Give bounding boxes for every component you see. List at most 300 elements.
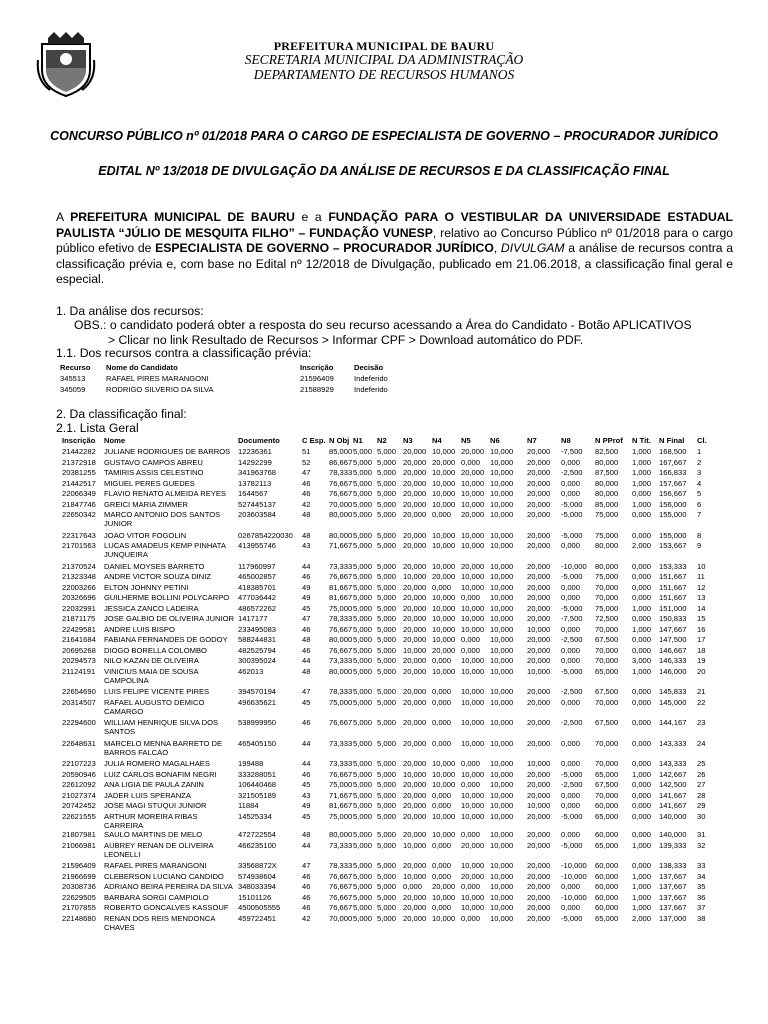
cell-n3: 20,000: [403, 892, 427, 902]
cell-n7: 20,000: [527, 603, 551, 613]
cell-classificacao: 6: [697, 499, 702, 509]
table-row: [62, 500, 717, 511]
cell-n8: -5,000: [561, 666, 583, 676]
cell-n1: 5,000: [353, 840, 373, 850]
cell-n2: 5,000: [377, 478, 397, 488]
cell-n5: 10,000: [461, 861, 485, 871]
cell-n6: 10,000: [490, 780, 514, 789]
cell-n7: 20,000: [527, 447, 551, 456]
cell-n-tit: 0,000: [632, 510, 652, 519]
cell-n6: 10,000: [490, 871, 514, 881]
table-row: [62, 479, 717, 490]
table-row: [62, 572, 717, 583]
cell-n4: 10,000: [432, 489, 456, 498]
cell-n-tit: 1,000: [632, 624, 652, 634]
cell-inscricao: 20381255: [62, 468, 96, 477]
cell-inscricao: 22032991: [62, 603, 96, 613]
cell-n7: 20,000: [527, 510, 551, 519]
cell-n5: 10,000: [461, 790, 485, 800]
cell-n6: 10,000: [490, 457, 514, 467]
cell-n-final: 147,667: [659, 624, 687, 634]
table-row: [62, 903, 717, 914]
cell-n-final: 140,000: [659, 811, 687, 821]
cell-n1: 5,000: [353, 468, 373, 477]
cell-n7: 20,000: [527, 738, 551, 748]
cell-n8: 0,000: [561, 790, 581, 800]
cell-n1: 5,000: [353, 811, 373, 821]
cell-n2: 5,000: [377, 718, 397, 727]
cell-nome: JESSICA ZANCO LADEIRA: [104, 603, 199, 613]
table-row: [62, 510, 717, 531]
cell-n2: 5,000: [377, 801, 397, 810]
cell-c-esp: 42: [302, 913, 311, 923]
cell-n5: 20,000: [461, 840, 485, 850]
cell-n6: 10,000: [490, 510, 514, 519]
cell-n6: 10,000: [490, 666, 514, 676]
cell-inscricao: 21807981: [62, 830, 96, 840]
cell-documento: 14292299: [238, 457, 272, 467]
cell-n2: 5,000: [377, 530, 397, 540]
cell-n-pprof: 60,000: [595, 830, 619, 840]
cell-n-final: 137,000: [659, 913, 687, 923]
cell-n1: 5,000: [353, 656, 373, 665]
intro-fundacao: FUNDAÇÃO PARA O VESTIBULAR DA UNIVERSIDADE ESTADUAL PAULISTA “JÚLIO DE MESQUITA FILHO” – FUNDAÇÃO VUNESP: [56, 210, 733, 240]
cell-n6: 10,000: [490, 593, 514, 602]
cell-n-pprof: 75,000: [595, 530, 619, 540]
cell-c-esp: 47: [302, 861, 311, 871]
cell-n6: 10,000: [490, 530, 514, 540]
cell-n-obj: 76,667: [329, 478, 353, 488]
cell-nome: GREICI MARIA ZIMMER: [104, 499, 188, 509]
cell-n-obj: 76,667: [329, 572, 353, 581]
cell-n-obj: 76,667: [329, 624, 353, 634]
cell-nome: FLAVIO RENATO ALMEIDA REYES: [104, 489, 226, 498]
cell-n-tit: 2,000: [632, 541, 652, 550]
cell-documento: 486572262: [238, 603, 277, 613]
table-row: [62, 635, 717, 646]
cell-n-pprof: 65,000: [595, 666, 619, 676]
cell-n5: 10,000: [461, 572, 485, 581]
cell-n-obj: 76,667: [329, 903, 353, 913]
cell-c-esp: 46: [302, 572, 311, 581]
cell-n5: 10,000: [461, 811, 485, 821]
cell-n8: 0,000: [561, 645, 581, 655]
cell-n-pprof: 67,500: [595, 718, 619, 727]
cell-n-final: 151,667: [659, 572, 687, 581]
cell-n-pprof: 65,000: [595, 840, 619, 850]
cell-n-pprof: 60,000: [595, 892, 619, 902]
table-row: [62, 830, 717, 841]
cell-n5: 10,000: [461, 769, 485, 779]
table-row: [62, 614, 717, 625]
table-row: [62, 687, 717, 698]
cell-n4: 10,000: [432, 892, 456, 902]
cell-classificacao: 28: [697, 790, 706, 800]
table-row: [62, 468, 717, 479]
cell-n4: 0,000: [432, 687, 452, 696]
cell-n4: 0,000: [432, 718, 452, 727]
cell-inscricao: 20326696: [62, 593, 96, 602]
cell-n-tit: 0,000: [632, 718, 652, 727]
cell-n1: 5,000: [353, 614, 373, 623]
cell-n-tit: 2,000: [632, 913, 652, 923]
cell-n6: 10,000: [490, 582, 514, 592]
cell-n3: 20,000: [403, 903, 427, 913]
cell-n5: 10,000: [461, 541, 485, 550]
cell-n-tit: 0,000: [632, 582, 652, 592]
cell-n1: 5,000: [353, 882, 373, 892]
cell-n2: 5,000: [377, 499, 397, 509]
cell-n-pprof: 60,000: [595, 861, 619, 871]
cell-n-pprof: 75,000: [595, 510, 619, 519]
cell-n7: 20,000: [527, 468, 551, 477]
cell-n6: 10,000: [490, 687, 514, 696]
cell-n-final: 141,667: [659, 801, 687, 810]
cell-n5: 10,000: [461, 624, 485, 634]
cell-n8: 0,000: [561, 697, 581, 707]
cell-n1: 5,000: [353, 913, 373, 923]
cell-nome: ANA LIGIA DE PAULA ZANIN: [104, 780, 204, 789]
cell-n-final: 137,667: [659, 871, 687, 881]
cell-classificacao: 1: [697, 447, 702, 456]
cell-documento: 300395024: [238, 656, 277, 665]
cell-n-tit: 1,000: [632, 468, 652, 477]
cell-n4: 20,000: [432, 645, 456, 655]
cell-n7: 20,000: [527, 780, 551, 789]
cell-inscricao: 21124191: [62, 666, 96, 676]
cell-documento: 413955746: [238, 541, 277, 550]
cell-n4: 0,000: [432, 582, 452, 592]
cell-n-obj: 80,000: [329, 830, 353, 840]
cell-classificacao: 5: [697, 489, 702, 498]
cell-n5: 10,000: [461, 656, 485, 665]
cell-n-pprof: 70,000: [595, 593, 619, 602]
intro-prefeitura: PREFEITURA MUNICIPAL DE BAURU: [70, 210, 295, 224]
cell-n-obj: 78,333: [329, 861, 353, 871]
cell-documento: 0267854220030: [238, 530, 293, 540]
cell-classificacao: 7: [697, 510, 702, 519]
cell-n-final: 147,500: [659, 635, 687, 644]
cell-n-pprof: 67,500: [595, 687, 619, 696]
cell-n-final: 141,667: [659, 790, 687, 800]
cell-n-obj: 70,000: [329, 913, 353, 923]
cell-n-pprof: 60,000: [595, 801, 619, 810]
table-row: [62, 489, 717, 500]
cell-n2: 5,000: [377, 624, 397, 634]
table-row: [62, 541, 717, 562]
table-row: [62, 812, 717, 831]
cell-n2: 5,000: [377, 882, 397, 892]
cell-n2: 5,000: [377, 656, 397, 665]
cell-documento: 1417177: [238, 614, 268, 623]
cell-n8: -2,500: [561, 687, 583, 696]
cell-c-esp: 49: [302, 593, 311, 602]
cell-n1: 5,000: [353, 572, 373, 581]
cell-n-pprof: 70,000: [595, 790, 619, 800]
cell-n4: 10,000: [432, 593, 456, 602]
cell-documento: 588244831: [238, 635, 277, 644]
cell-documento: 333288051: [238, 769, 277, 779]
cell-n4: 10,000: [432, 447, 456, 456]
cell-n-pprof: 80,000: [595, 478, 619, 488]
cell-n1: 5,000: [353, 457, 373, 467]
cell-n7: 20,000: [527, 903, 551, 913]
col-n2: N2: [377, 436, 387, 445]
table-row: [62, 562, 717, 573]
cell-n4: 0,000: [432, 801, 452, 810]
cell-n-tit: 0,000: [632, 561, 652, 571]
cell-nome: AUBREY RENAN DE OLIVEIRA LEONELLI: [104, 840, 214, 860]
col-n1: N1: [353, 436, 363, 445]
cell-n8: 0,000: [561, 457, 581, 467]
table-row: [62, 604, 717, 615]
cell-n2: 5,000: [377, 468, 397, 477]
cell-n8: -5,000: [561, 572, 583, 581]
cell-c-esp: 44: [302, 738, 311, 748]
col-classificacao: Cl.: [697, 436, 707, 445]
cell-n3: 20,000: [403, 861, 427, 871]
cell-nome: BARBARA SORGI CAMPIOLO: [104, 892, 209, 902]
table-row: [62, 739, 717, 760]
cell-n1: 5,000: [353, 892, 373, 902]
cell-n-obj: 73,333: [329, 840, 353, 850]
cell-n8: 0,000: [561, 593, 581, 602]
cell-n-tit: 0,000: [632, 645, 652, 655]
cell-n-tit: 0,000: [632, 635, 652, 644]
table-row: [62, 698, 717, 719]
cell-n4: 10,000: [432, 624, 456, 634]
cell-nome: JADER LUIS SPERANZA: [104, 790, 191, 800]
cell-n2: 5,000: [377, 830, 397, 840]
cell-n8: -2,500: [561, 780, 583, 789]
cell-n1: 5,000: [353, 510, 373, 519]
cell-n-pprof: 82,500: [595, 447, 619, 456]
cell-n6: 10,000: [490, 697, 514, 707]
cell-n-tit: 0,000: [632, 614, 652, 623]
cell-classificacao: 19: [697, 656, 706, 665]
cell-n4: 10,000: [432, 530, 456, 540]
cell-c-esp: 48: [302, 530, 311, 540]
cell-n-pprof: 67,500: [595, 635, 619, 644]
cell-classificacao: 17: [697, 635, 706, 644]
cell-n1: 5,000: [353, 582, 373, 592]
cell-documento: 199488: [238, 759, 264, 768]
cell-classificacao: 4: [697, 478, 702, 488]
cell-n1: 5,000: [353, 541, 373, 550]
cell-classificacao: 8: [697, 530, 702, 540]
cell-n4: 20,000: [432, 457, 456, 467]
col-nome: Nome: [104, 436, 126, 445]
col-n4: N4: [432, 436, 442, 445]
cell-n5: 10,000: [461, 666, 485, 676]
cell-n-pprof: 80,000: [595, 561, 619, 571]
cell-n8: -2,500: [561, 635, 583, 644]
cell-n7: 20,000: [527, 769, 551, 779]
cell-classificacao: 22: [697, 697, 706, 707]
cell-n1: 5,000: [353, 666, 373, 676]
cell-n6: 10,000: [490, 840, 514, 850]
cell-n3: 10,000: [403, 572, 427, 581]
cell-classificacao: 21: [697, 687, 706, 696]
cell-n4: 10,000: [432, 913, 456, 923]
cell-n8: 0,000: [561, 582, 581, 592]
cell-c-esp: 46: [302, 645, 311, 655]
cell-n7: 20,000: [527, 457, 551, 467]
cell-n-final: 153,333: [659, 561, 687, 571]
cell-n4: 10,000: [432, 603, 456, 613]
col-n-pprof: N PProf: [595, 436, 623, 445]
cell-n4: 10,000: [432, 830, 456, 840]
cell-n-tit: 0,000: [632, 780, 652, 789]
cell-nome: JOAO VITOR FOGOLIN: [104, 530, 187, 540]
cell-n7: 20,000: [527, 811, 551, 821]
cell-documento: 459722451: [238, 913, 277, 923]
cell-n7: 20,000: [527, 913, 551, 923]
table-row: [62, 801, 717, 812]
cell-n7: 20,000: [527, 718, 551, 727]
cell-classificacao: 31: [697, 830, 706, 840]
cell-documento: 574938604: [238, 871, 277, 881]
cell-n-pprof: 72,500: [595, 614, 619, 623]
cell-n3: 20,000: [403, 468, 427, 477]
cell-n8: 0,000: [561, 541, 581, 550]
table-row: [62, 791, 717, 802]
cell-n5: 0,000: [461, 593, 481, 602]
table-row: [62, 593, 717, 604]
cell-classificacao: 27: [697, 780, 706, 789]
cell-documento: 4500505555: [238, 903, 281, 913]
cell-n-obj: 76,667: [329, 882, 353, 892]
cell-n-final: 150,833: [659, 614, 687, 623]
cell-n-tit: 1,000: [632, 666, 652, 676]
cell-nome: GUILHERME BOLLINI POLYCARPO: [104, 593, 230, 602]
cell-n1: 5,000: [353, 645, 373, 655]
cell-n-tit: 0,000: [632, 738, 652, 748]
cell-n3: 20,000: [403, 582, 427, 592]
cell-n4: 10,000: [432, 541, 456, 550]
cell-c-esp: 46: [302, 489, 311, 498]
col-n3: N3: [403, 436, 413, 445]
cell-n-pprof: 70,000: [595, 697, 619, 707]
cell-n2: 5,000: [377, 759, 397, 768]
cell-n3: 20,000: [403, 624, 427, 634]
cell-n5: 10,000: [461, 697, 485, 707]
cell-n-tit: 0,000: [632, 687, 652, 696]
cell-n5: 10,000: [461, 478, 485, 488]
cell-documento: 321505189: [238, 790, 277, 800]
col-n7: N7: [527, 436, 537, 445]
cell-n2: 5,000: [377, 561, 397, 571]
cell-classificacao: 20: [697, 666, 706, 676]
cell-n4: 10,000: [432, 780, 456, 789]
cell-n1: 5,000: [353, 697, 373, 707]
cell-documento: 394570194: [238, 687, 277, 696]
cell-n-obj: 76,667: [329, 871, 353, 881]
cell-n-tit: 0,000: [632, 489, 652, 498]
cell-n6: 10,000: [490, 499, 514, 509]
cell-n8: 0,000: [561, 624, 581, 634]
intro-divulgam: DIVULGAM: [500, 241, 565, 255]
cell-c-esp: 49: [302, 801, 311, 810]
cell-n-pprof: 70,000: [595, 738, 619, 748]
table-row: [62, 625, 717, 636]
cell-n-final: 157,667: [659, 478, 687, 488]
cell-n6: 10,000: [490, 892, 514, 902]
cell-n4: 10,000: [432, 811, 456, 821]
cell-documento: 12236361: [238, 447, 272, 456]
cell-n5: 10,000: [461, 718, 485, 727]
cell-nome: ARTHUR MOREIRA RIBAS CARREIRA: [104, 811, 198, 830]
cell-n6: 10,000: [490, 790, 514, 800]
cell-n-pprof: 80,000: [595, 457, 619, 467]
cell-n8: -5,000: [561, 913, 583, 923]
cell-n8: -5,000: [561, 510, 583, 519]
cell-n5: 10,000: [461, 738, 485, 748]
cell-classificacao: 12: [697, 582, 706, 592]
cell-recurso: 345513: [60, 374, 86, 383]
cell-n5: 10,000: [461, 530, 485, 540]
cell-n2: 5,000: [377, 840, 397, 850]
cell-documento: 496635621: [238, 697, 277, 707]
cell-n-tit: 0,000: [632, 572, 652, 581]
cell-n7: 20,000: [527, 489, 551, 498]
cell-inscricao: 21871175: [62, 614, 96, 623]
cell-nome: RAFAEL AUGUSTO DEMICO CAMARGO: [104, 697, 205, 716]
cell-n5: 20,000: [461, 468, 485, 477]
section-2-1-heading: 2.1. Lista Geral: [56, 421, 139, 435]
cell-nome: MIGUEL PERES GUEDES: [104, 478, 195, 488]
cell-n2: 5,000: [377, 769, 397, 779]
cell-n6: 10,000: [490, 882, 514, 892]
cell-n1: 5,000: [353, 593, 373, 602]
cell-nome: JOSE GALBIO DE OLIVEIRA JUNIOR: [104, 614, 234, 623]
edital-title: EDITAL Nº 13/2018 DE DIVULGAÇÃO DA ANÁLISE DE RECURSOS E DA CLASSIFICAÇÃO FINAL: [98, 164, 670, 178]
cell-n-obj: 80,000: [329, 666, 353, 676]
header-line-prefeitura: PREFEITURA MUNICIPAL DE BAURU: [273, 39, 495, 53]
cell-documento: 13782113: [238, 478, 272, 488]
intro-cargo: ESPECIALISTA DE GOVERNO – PROCURADOR JURÍDICO: [155, 241, 494, 255]
cell-c-esp: 48: [302, 510, 311, 519]
cell-n5: 0,000: [461, 759, 481, 768]
cell-n5: 10,000: [461, 801, 485, 810]
cell-n-tit: 0,000: [632, 593, 652, 602]
cell-n2: 5,000: [377, 593, 397, 602]
cell-n4: 0,000: [432, 697, 452, 707]
cell-n8: -10,000: [561, 561, 587, 571]
cell-c-esp: 44: [302, 840, 311, 850]
cell-n-final: 167,667: [659, 457, 687, 467]
cell-n6: 10,000: [490, 478, 514, 488]
cell-n1: 5,000: [353, 780, 373, 789]
cell-n3: 10,000: [403, 769, 427, 779]
cell-n-obj: 76,667: [329, 718, 353, 727]
cell-n3: 20,000: [403, 478, 427, 488]
cell-nome: VINICIUS MAIA DE SOUSA CAMPOLINA: [104, 666, 199, 685]
table-row: [62, 759, 717, 770]
cell-n6: 10,000: [490, 624, 514, 634]
cell-c-esp: 52: [302, 457, 311, 467]
cell-inscricao: 22148680: [62, 913, 96, 923]
cell-c-esp: 47: [302, 687, 311, 696]
cell-n-pprof: 70,000: [595, 582, 619, 592]
cell-inscricao: 21596409: [300, 374, 334, 383]
col-n8: N8: [561, 436, 571, 445]
cell-n-obj: 85,000: [329, 447, 353, 456]
cell-c-esp: 43: [302, 790, 311, 800]
cell-n-tit: 1,000: [632, 603, 652, 613]
cell-n1: 5,000: [353, 759, 373, 768]
cell-documento: 482525794: [238, 645, 277, 655]
